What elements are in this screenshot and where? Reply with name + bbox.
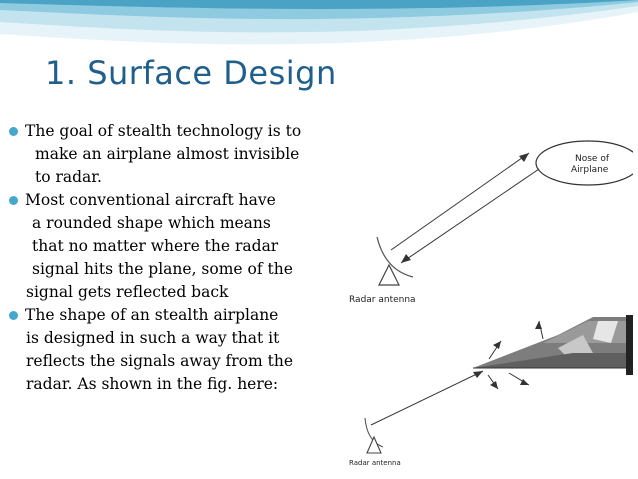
bullet-line: reflects the signals away from the: [26, 352, 294, 370]
bullet-line: that no matter where the radar: [32, 237, 279, 255]
stealth-reflection-diagram: [343, 313, 633, 479]
radar-antenna-label: Radar antenna: [349, 459, 401, 467]
bullet-item: [8, 120, 353, 189]
nose-label-line1: Nose of: [575, 154, 610, 164]
bullet-item: [8, 189, 353, 304]
radar-antenna-label: Radar antenna: [349, 295, 416, 305]
nose-label-line2: Airplane: [571, 165, 609, 175]
bullet-line: signal hits the plane, some of the: [32, 260, 293, 278]
bullet-line: is designed in such a way that it: [26, 329, 280, 347]
bullet-line: The shape of an stealth airplane: [8, 304, 353, 327]
bullet-line: make an airplane almost invisible: [35, 145, 300, 163]
bullet-list: [8, 120, 353, 396]
bullet-line: to radar.: [35, 168, 102, 186]
bullet-line: radar. As shown in the fig. here:: [26, 375, 279, 393]
rounded-reflection-diagram: [343, 125, 633, 310]
bullet-item: [8, 304, 353, 396]
bullet-line: a rounded shape which means: [32, 214, 271, 232]
bullet-line: Most conventional aircraft have: [8, 189, 353, 212]
bullet-line: signal gets reflected back: [26, 283, 229, 301]
header-wave-decoration: [0, 0, 638, 60]
slide-title: 1. Surface Design: [45, 54, 337, 92]
bullet-line: The goal of stealth technology is to: [8, 120, 353, 143]
